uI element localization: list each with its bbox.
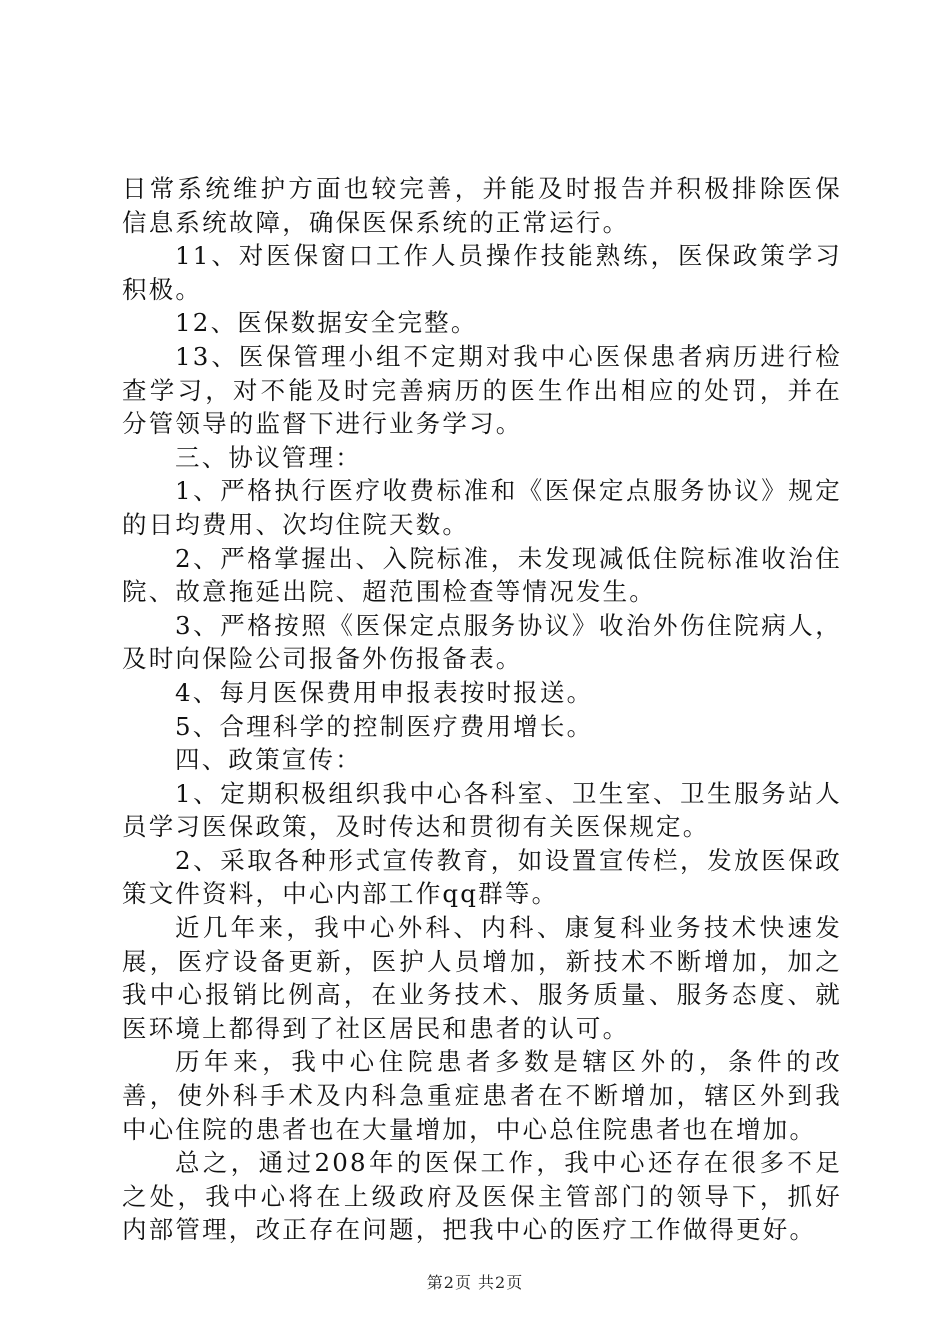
- paragraph: 13、医保管理小组不定期对我中心医保患者病历进行检查学习，对不能及时完善病历的医生作出相应的处罚，并在分管领导的监督下进行业务学习。: [122, 341, 842, 439]
- paragraph: 历年来，我中心住院患者多数是辖区外的，条件的改善，使外科手术及内科急重症患者在不断增加，辖区外到我中心住院的患者也在大量增加，中心总住院患者也在增加。: [122, 1047, 842, 1144]
- paragraph: 3、严格按照《医保定点服务协议》收治外伤住院病人，及时向保险公司报备外伤报备表。: [122, 610, 842, 674]
- section-heading: 四、政策宣传：: [175, 745, 362, 775]
- document-body: [122, 172, 842, 1247]
- section-heading: 三、协议管理：: [175, 442, 362, 472]
- paragraph: 日常系统维护方面也较完善，并能及时报告并积极排除医保信息系统故障，确保医保系统的正常运行。: [122, 174, 842, 237]
- paragraph: 11、对医保窗口工作人员操作技能熟练，医保政策学习积极。: [122, 241, 842, 304]
- paragraph: 5、合理科学的控制医疗费用增长。: [175, 711, 594, 741]
- paragraph: 1、定期积极组织我中心各科室、卫生室、卫生服务站人员学习医保政策，及时传达和贯彻有关医保规定。: [122, 778, 842, 842]
- paragraph: 4、每月医保费用申报表按时报送。: [175, 677, 594, 707]
- paragraph: 2、严格掌握出、入院标准，未发现减低住院标准收治住院、故意拖延出院、超范围检查等情况发生。: [122, 543, 842, 607]
- page-number-label: 第2页 共2页: [426, 1273, 524, 1292]
- page-footer: [0, 1273, 950, 1293]
- paragraph: 12、医保数据安全完整。: [175, 308, 478, 338]
- paragraph: 2、采取各种形式宣传教育，如设置宣传栏，发放医保政策文件资料，中心内部工作qq群等。: [122, 845, 842, 909]
- paragraph: 1、严格执行医疗收费标准和《医保定点服务协议》规定的日均费用、次均住院天数。: [122, 476, 842, 539]
- paragraph: 总之，通过208年的医保工作，我中心还存在很多不足之处，我中心将在上级政府及医保主管部门的领导下，抓好内部管理，改正存在问题，把我中心的医疗工作做得更好。: [122, 1148, 842, 1245]
- paragraph: 近几年来，我中心外科、内科、康复科业务技术快速发展，医疗设备更新，医护人员增加，新技术不断增加，加之我中心报销比例高，在业务技术、服务质量、服务态度、就医环境上都得到了社区居民和患者的认可。: [122, 913, 842, 1043]
